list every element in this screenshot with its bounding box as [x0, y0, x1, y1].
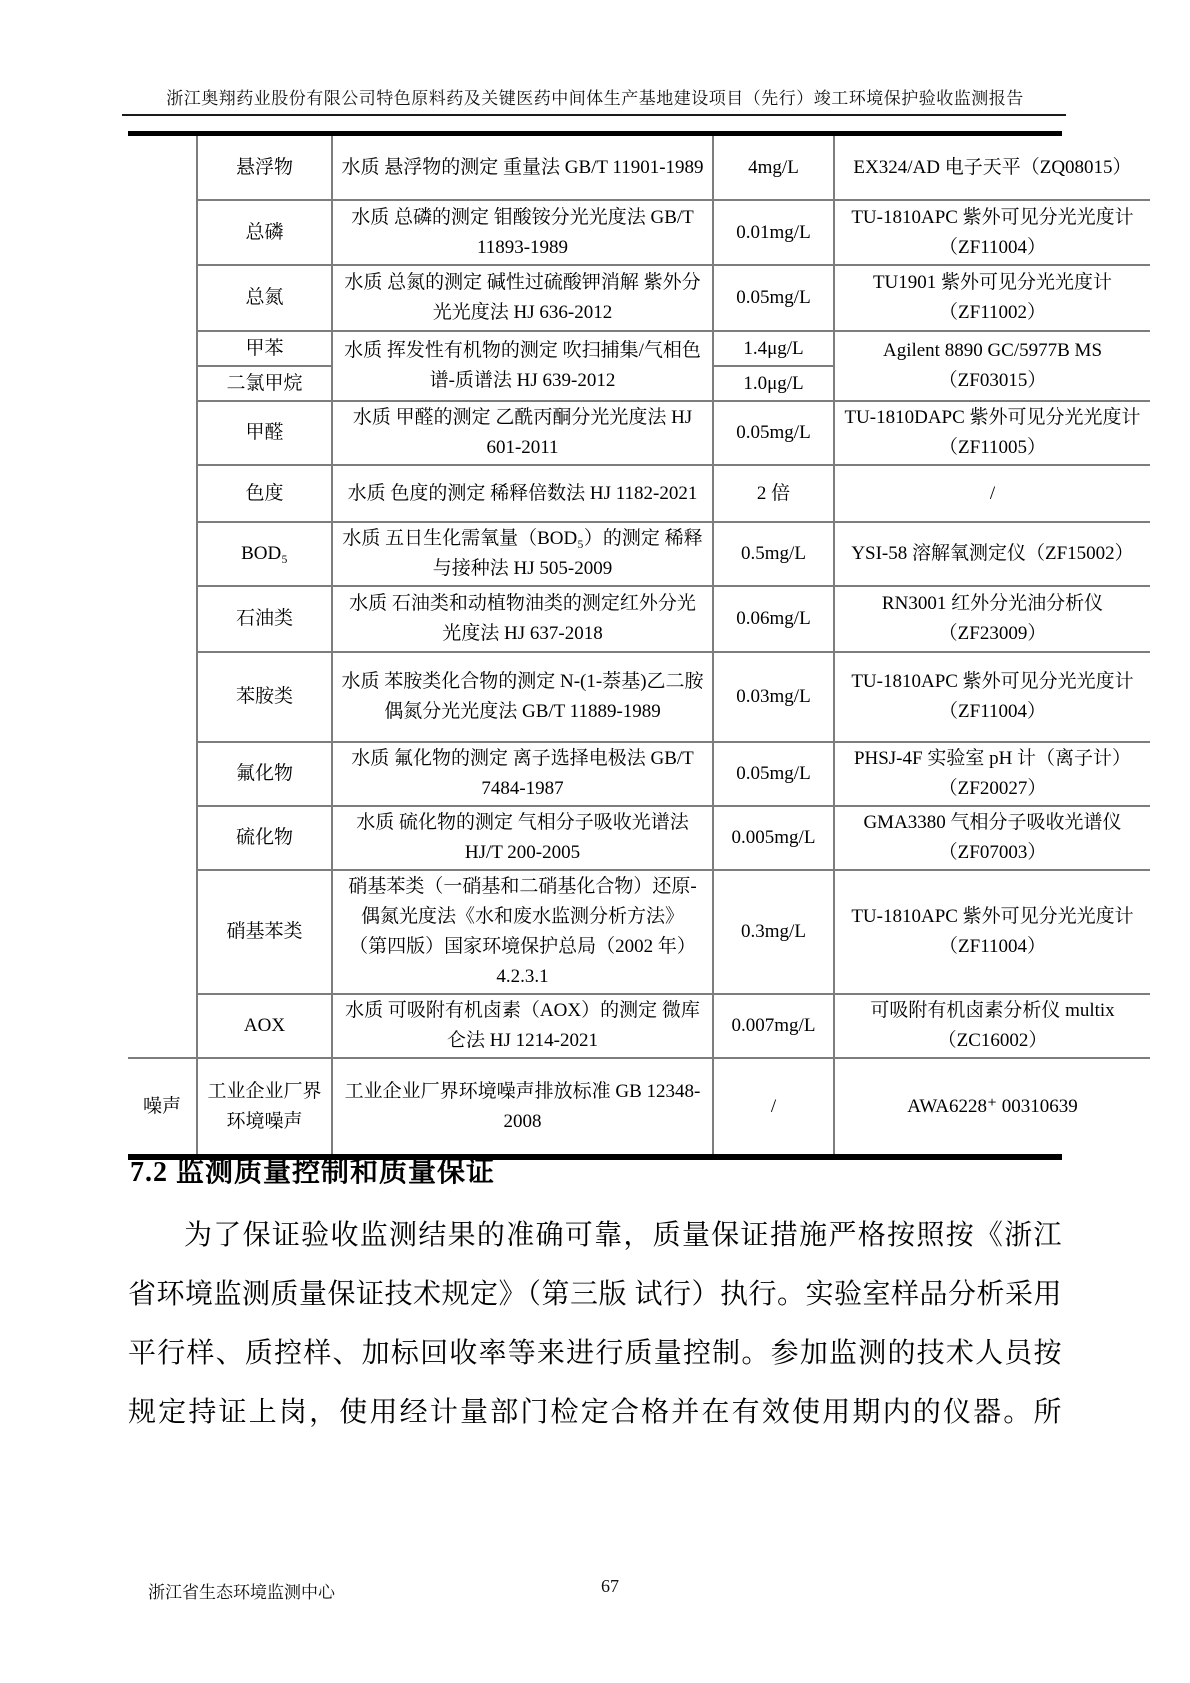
limit-cell: 0.06mg/L [713, 586, 834, 652]
table-row [128, 401, 1150, 465]
limit-cell: 0.5mg/L [713, 522, 834, 586]
limit-cell: 0.007mg/L [713, 994, 834, 1058]
table-row [128, 870, 1150, 994]
parameter-cell: AOX [197, 994, 332, 1058]
table-row [128, 265, 1150, 331]
method-cell: 水质 色度的测定 稀释倍数法 HJ 1182-2021 [332, 465, 713, 522]
instrument-cell: TU-1810APC 紫外可见分光光度计（ZF11004） [834, 200, 1150, 265]
parameter-cell: 苯胺类 [197, 652, 332, 742]
table-row [128, 331, 1150, 366]
section-heading: 7.2 监测质量控制和质量保证 [130, 1157, 496, 1188]
parameter-cell: 硝基苯类 [197, 870, 332, 994]
footer-page-number: 67 [601, 1576, 619, 1596]
page-header-title: 浙江奥翔药业股份有限公司特色原料药及关键医药中间体生产基地建设项目（先行）竣工环境保护验收监测报告 [166, 89, 1024, 108]
instrument-cell: PHSJ-4F 实验室 pH 计（离子计）（ZF20027） [834, 742, 1150, 806]
limit-cell: 0.03mg/L [713, 652, 834, 742]
instrument-cell: GMA3380 气相分子吸收光谱仪（ZF07003） [834, 806, 1150, 870]
method-cell: 水质 挥发性有机物的测定 吹扫捕集/气相色谱-质谱法 HJ 639-2012 [332, 331, 713, 401]
parameter-cell: 总氮 [197, 265, 332, 331]
instrument-cell: AWA6228⁺ 00310639 [834, 1058, 1150, 1154]
table-row [128, 465, 1150, 522]
limit-cell: 4mg/L [713, 136, 834, 200]
method-cell: 硝基苯类（一硝基和二硝基化合物）还原-偶氮光度法《水和废水监测分析方法》 （第四版）国家环境保护总局（2002 年）4.2.3.1 [332, 870, 713, 994]
method-cell: 水质 石油类和动植物油类的测定红外分光光度法 HJ 637-2018 [332, 586, 713, 652]
table-row [128, 200, 1150, 265]
table-row [128, 522, 1150, 586]
limit-cell: 1.0μg/L [713, 366, 834, 401]
instrument-cell: YSI-58 溶解氧测定仪（ZF15002） [834, 522, 1150, 586]
table-row [128, 136, 1150, 200]
parameter-cell: 硫化物 [197, 806, 332, 870]
method-cell: 水质 硫化物的测定 气相分子吸收光谱法 HJ/T 200-2005 [332, 806, 713, 870]
instrument-cell: TU1901 紫外可见分光光度计（ZF11002） [834, 265, 1150, 331]
instrument-cell: TU-1810DAPC 紫外可见分光光度计（ZF11005） [834, 401, 1150, 465]
footer-organization: 浙江省生态环境监测中心 [148, 1583, 335, 1602]
table-row [128, 652, 1150, 742]
header-rule [122, 114, 1066, 116]
method-cell: 水质 苯胺类化合物的测定 N-(1-萘基)乙二胺偶氮分光光度法 GB/T 11889-1989 [332, 652, 713, 742]
method-cell: 水质 五日生化需氧量（BOD₅）的测定 稀释与接种法 HJ 505-2009 [332, 522, 713, 586]
limit-cell: 0.005mg/L [713, 806, 834, 870]
table-row [128, 586, 1150, 652]
table-row [128, 742, 1150, 806]
instrument-cell: TU-1810APC 紫外可见分光光度计（ZF11004） [834, 870, 1150, 994]
instrument-cell: Agilent 8890 GC/5977B MS（ZF03015） [834, 331, 1150, 401]
category-cell-wastewater [128, 136, 197, 1058]
limit-cell: 1.4μg/L [713, 331, 834, 366]
table-row [128, 994, 1150, 1058]
instrument-cell: / [834, 465, 1150, 522]
instrument-cell: 可吸附有机卤素分析仪 multix （ZC16002） [834, 994, 1150, 1058]
parameter-cell: 甲苯 [197, 331, 332, 366]
method-cell: 水质 总磷的测定 钼酸铵分光光度法 GB/T 11893-1989 [332, 200, 713, 265]
method-cell: 水质 氟化物的测定 离子选择电极法 GB/T 7484-1987 [332, 742, 713, 806]
parameter-cell: 总磷 [197, 200, 332, 265]
method-cell: 水质 甲醛的测定 乙酰丙酮分光光度法 HJ 601-2011 [332, 401, 713, 465]
limit-cell: 0.05mg/L [713, 401, 834, 465]
parameter-cell: 氟化物 [197, 742, 332, 806]
parameter-cell: 悬浮物 [197, 136, 332, 200]
category-cell-noise: 噪声 [128, 1058, 197, 1154]
body-paragraph: 为了保证验收监测结果的准确可靠，质量保证措施严格按照按《浙江省环境监测质量保证技术规定》（第三版 试行）执行。实验室样品分析采用平行样、质控样、加标回收率等来进行质量控制。参加监测的技术人员按规定持证上岗，使用经计量部门检定合格并在有效使用期内的仪器。所 [128, 1220, 1063, 1428]
parameter-cell: 色度 [197, 465, 332, 522]
monitoring-methods-table [128, 131, 1141, 1160]
method-cell: 水质 总氮的测定 碱性过硫酸钾消解 紫外分光光度法 HJ 636-2012 [332, 265, 713, 331]
instrument-cell: TU-1810APC 紫外可见分光光度计（ZF11004） [834, 652, 1150, 742]
parameter-cell: 二氯甲烷 [197, 366, 332, 401]
limit-cell: / [713, 1058, 834, 1154]
parameter-cell: 工业企业厂界环境噪声 [197, 1058, 332, 1154]
parameter-cell: 甲醛 [197, 401, 332, 465]
table-row [128, 806, 1150, 870]
parameter-cell: BOD₅ [197, 522, 332, 586]
method-cell: 水质 悬浮物的测定 重量法 GB/T 11901-1989 [332, 136, 713, 200]
limit-cell: 0.01mg/L [713, 200, 834, 265]
limit-cell: 0.05mg/L [713, 265, 834, 331]
limit-cell: 2 倍 [713, 465, 834, 522]
instrument-cell: RN3001 红外分光油分析仪（ZF23009） [834, 586, 1150, 652]
parameter-cell: 石油类 [197, 586, 332, 652]
limit-cell: 0.05mg/L [713, 742, 834, 806]
method-cell: 水质 可吸附有机卤素（AOX）的测定 微库仑法 HJ 1214-2021 [332, 994, 713, 1058]
table-row [128, 1058, 1150, 1154]
instrument-cell: EX324/AD 电子天平（ZQ08015） [834, 136, 1150, 200]
method-cell: 工业企业厂界环境噪声排放标准 GB 12348-2008 [332, 1058, 713, 1154]
limit-cell: 0.3mg/L [713, 870, 834, 994]
